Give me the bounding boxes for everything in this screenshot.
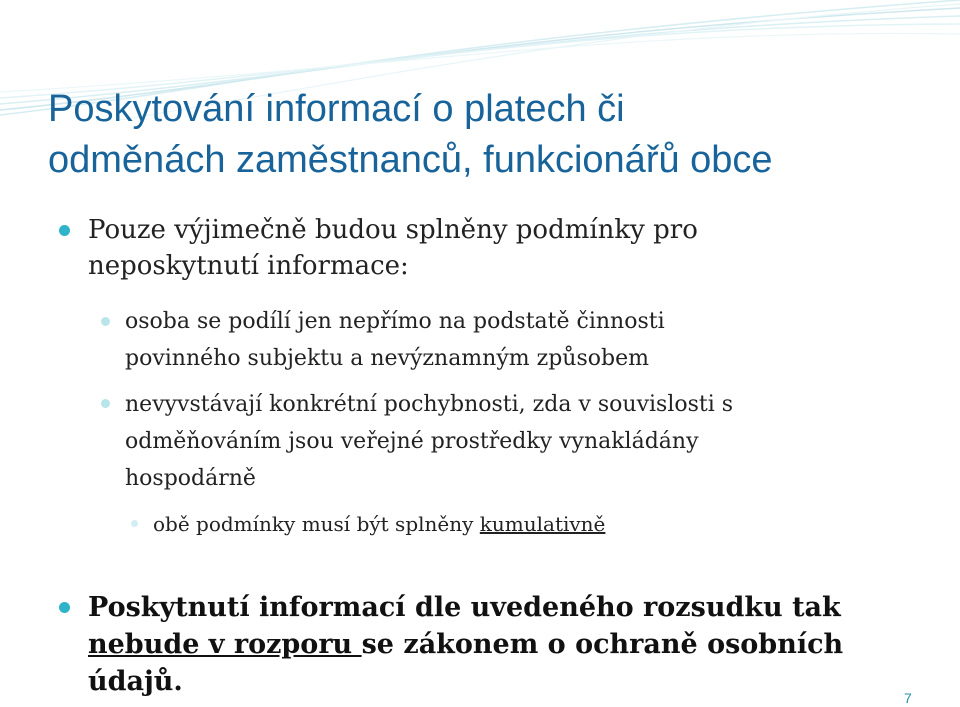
sub-bullet-2-line-2: odměňováním jsou veřejné prostředky vynakládány [125,429,699,454]
sub-bullet-2-line-1: nevyvstávají konkrétní pochybnosti, zda v souvislosti s [125,392,734,417]
page-number: 7 [904,690,912,706]
slide-title [48,84,928,186]
sub-sub-bullet-underlined: kumulativně [479,512,606,536]
bullet-2-text [88,589,843,700]
sub-bullet-dot-icon [101,399,110,408]
bullet-1-text [88,212,698,284]
bullet-2-line-2-rest: se zákonem o ochraně osobních [361,629,844,660]
bullet-dot-icon [59,225,70,236]
sub-sub-bullet-prefix: obě podmínky musí být splněny [153,512,480,536]
sub-bullet-1-line-1: osoba se podílí jen nepřímo na podstatě činnosti [125,309,665,334]
sub-bullet-1-line-2: povinného subjektu a nevýznamným způsobem [125,346,649,371]
bullet-1-line-1: Pouze výjimečně budou splněny podmínky pro [88,215,698,245]
sub-bullet-1-text [125,303,665,377]
slide-title-line-2: odměnách zaměstnanců, funkcionářů obce [48,139,773,181]
bullet-dot-icon [59,602,70,613]
bullet-1-line-2: neposkytnutí informace: [88,251,409,281]
slide-title-line-1: Poskytování informací o platech či [48,88,625,130]
sub-bullet-dot-icon [101,317,110,326]
bullet-2-line-1: Poskytnutí informací dle uvedeného rozsudku tak [88,592,841,623]
bullet-2-line-3: údajů. [88,666,183,697]
sub-bullet-2-line-3: hospodárně [125,466,256,491]
sub-sub-bullet-dot-icon [131,520,138,527]
bullet-2-underlined: nebude v rozporu [88,629,362,660]
sub-bullet-2-text [125,386,733,497]
sub-sub-bullet-text [153,509,605,539]
